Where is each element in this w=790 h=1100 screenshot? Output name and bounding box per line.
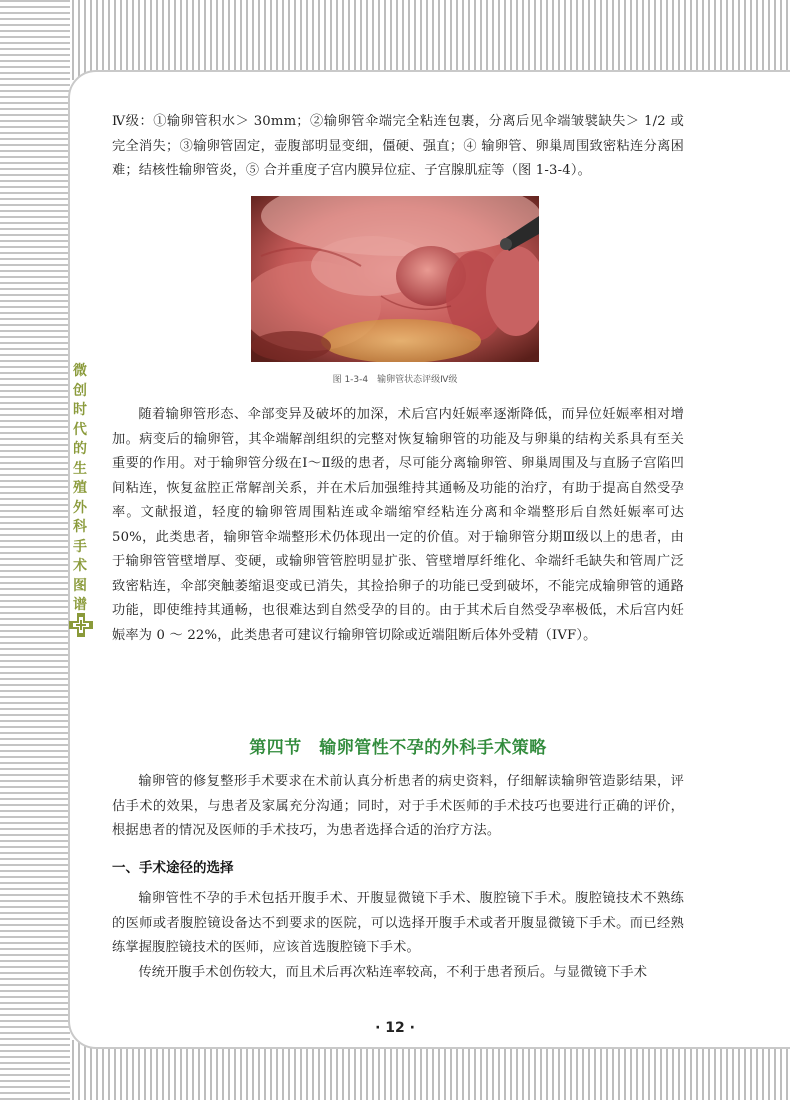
side-title-char: 生 <box>73 460 87 477</box>
section-title: 第四节 输卵管性不孕的外科手术策略 <box>249 738 547 758</box>
page-number: · 12 · <box>365 1015 425 1041</box>
subsection-heading: 一、手术途径的选择 <box>112 860 234 876</box>
side-title-char: 术 <box>73 558 87 574</box>
side-title-char: 的 <box>73 441 87 457</box>
side-title-char: 创 <box>73 382 87 399</box>
body-block-4 <box>112 887 684 985</box>
medical-cross-icon <box>68 612 94 638</box>
body-block-1 <box>112 110 684 184</box>
side-title-char: 殖 <box>73 480 87 496</box>
side-title-char: 谱 <box>73 597 87 613</box>
side-title-char: 代 <box>73 421 87 438</box>
side-title-char: 科 <box>73 519 87 535</box>
decorative-stripes-left <box>0 0 70 1100</box>
body-paragraph: 传统开腹手术创伤较大，而且术后再次粘连率较高，不利于患者预后。与显微镜下手术 <box>138 964 648 980</box>
side-book-title <box>67 362 93 616</box>
side-title-char: 微 <box>73 363 87 379</box>
body-block-3 <box>112 770 684 844</box>
body-paragraph: 随着输卵管形态、伞部变异及破坏的加深，术后宫内妊娠率逐渐降低，而异位妊娠率相对增加。病变后的输卵管，其伞端解剖组织的完整对恢复输卵管的功能及与卵巢的结构关系具有至关重要的作用。对于输卵管分级在Ⅰ～Ⅱ级的患者，尽可能分离输卵管、卵巢周围及与直肠子宫陷凹间粘连，恢复盆腔正常解剖关系，并在术后加强维持其通畅及功能的治疗，有助于提高自然受孕率。文献报道，轻度的输卵管周围粘连或伞端缩窄经粘连分离和伞端整形后自然妊娠率可达 50%，此类患者，输卵管伞端整形术仍体现出一定的价值。对于输卵管分期Ⅲ级以上的患者，由于输卵管管壁增厚、变硬，或输卵管管腔明显扩张、管壁增厚纤维化、伞端纤毛缺失和管周广泛致密粘连，伞部突触萎缩退变或已消失，其捡拾卵子的功能已受到破坏，不能完成输卵管的通路功能，即使维持其通畅，也很难达到自然受孕的目的。由于其术后自然受孕率极低，术后宫内妊娠率为 0 ～ 22%，此类患者可建议行输卵管切除或近端阻断后体外受精（IVF）。 <box>112 407 684 643</box>
figure-caption: 图 1-3-4 输卵管状态评级Ⅳ级 <box>332 375 458 385</box>
side-title-char: 图 <box>73 577 87 594</box>
body-paragraph: 输卵管的修复整形手术要求在术前认真分析患者的病史资料，仔细解读输卵管造影结果，评估手术的效果，与患者及家属充分沟通；同时，对于手术医师的手术技巧也要进行正确的评价，根据患者的情况及医师的手术技巧，为患者选择合适的治疗方法。 <box>112 774 684 838</box>
body-paragraph: Ⅳ级：①输卵管积水＞ 30mm；②输卵管伞端完全粘连包裹，分离后见伞端皱襞缺失＞ 1/2 或完全消失；③输卵管固定，壶腹部明显变细，僵硬、强直；④ 输卵管、卵巢周围致密粘连分离困难；结核性输卵管炎，⑤ 合并重度子宫内膜异位症、子宫腺肌症等（图 1-3-4）。 <box>112 114 684 178</box>
side-title-char: 外 <box>73 499 87 516</box>
body-block-2 <box>112 403 684 648</box>
decorative-stripes-top <box>0 0 790 80</box>
decorative-stripes-bottom <box>0 1040 790 1100</box>
laparoscopic-photo <box>251 196 539 362</box>
body-paragraph: 输卵管性不孕的手术包括开腹手术、开腹显微镜下手术、腹腔镜下手术。腹腔镜技术不熟练的医师或者腹腔镜设备达不到要求的医院，可以选择开腹手术或者开腹显微镜下手术。而已经熟练掌握腹腔镜技术的医师，应该首选腹腔镜下手术。 <box>112 891 684 955</box>
side-title-char: 手 <box>73 538 87 555</box>
side-title-char: 时 <box>73 402 87 418</box>
